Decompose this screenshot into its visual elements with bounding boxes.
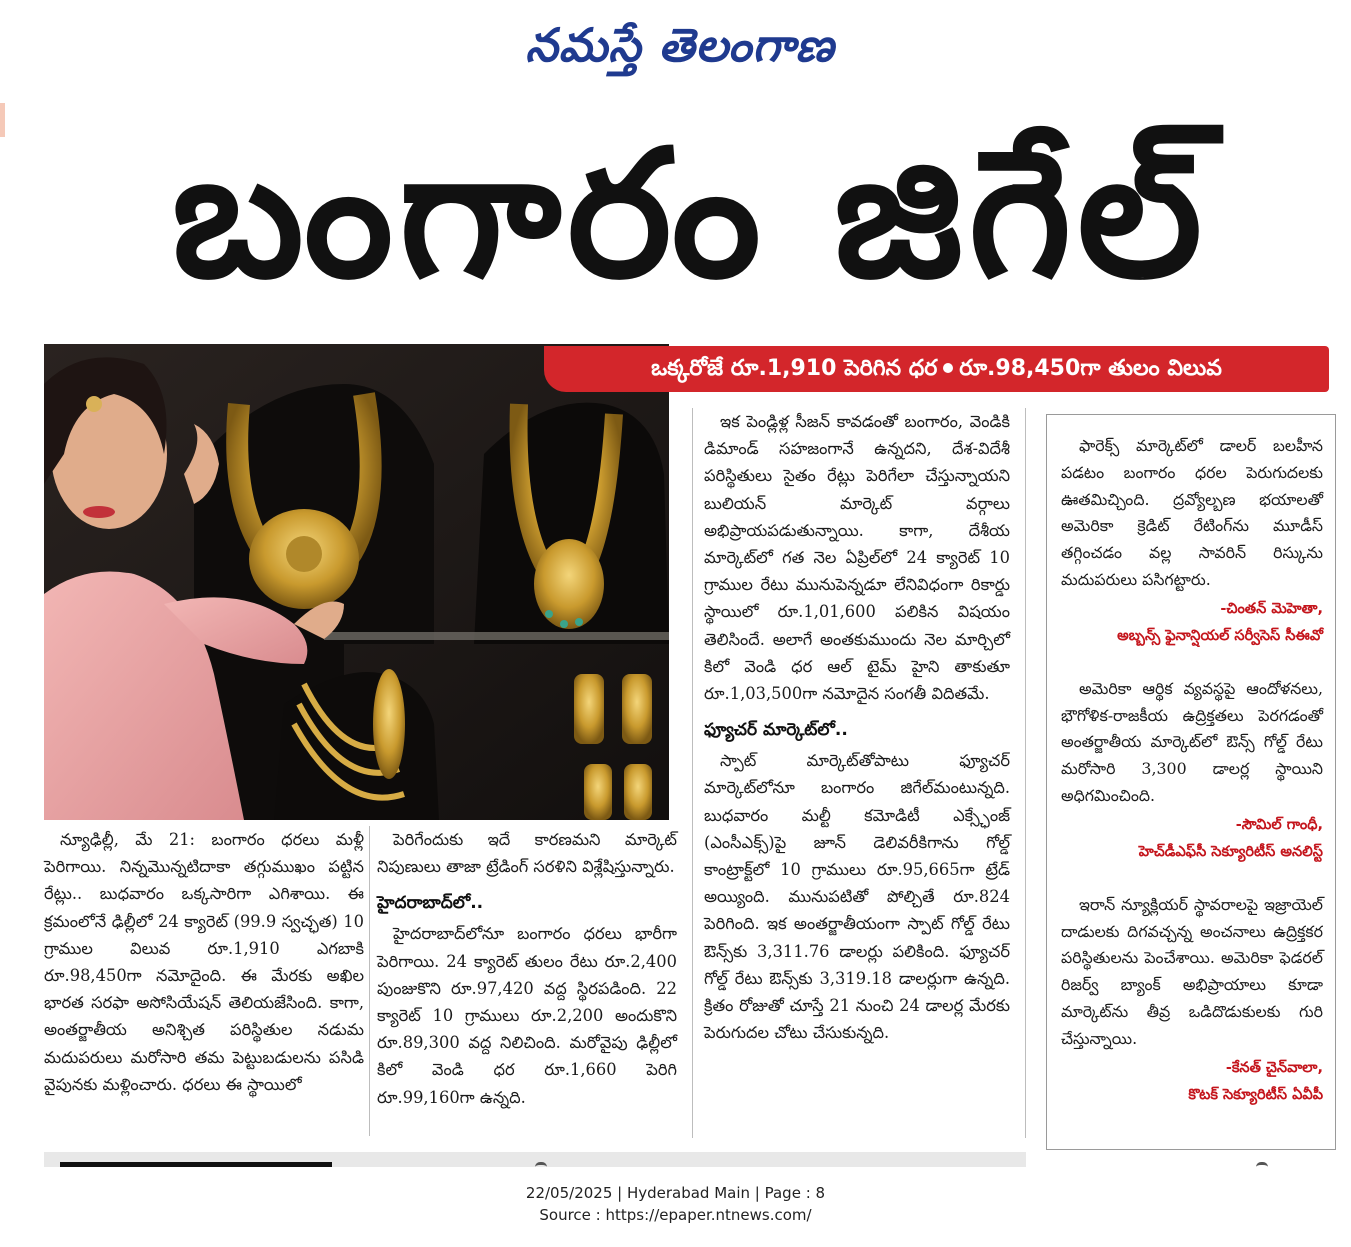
column-divider	[692, 408, 693, 1138]
quote-text: ఇరాన్ న్యూక్లియర్ స్థావరాలపై ఇజ్రాయెల్ దాడులకు దిగవచ్చన్న అంచనాలు ఉద్రిక్తకర పరిస్థితులను పెంచేశాయి. అమెరికా ఫెడరల్ రిజర్వ్ బ్యాంక్ అభిప్రాయాలు కూడా మార్కెట్‌ను తీవ్ర ఒడిదొడుకులకు గురి చేస్తున్నాయి.	[1061, 894, 1323, 1048]
article-column-2	[377, 826, 677, 1111]
epaper-footer	[0, 1182, 1351, 1226]
column-divider	[369, 826, 370, 1136]
quote-author-title: అబ్బన్స్ ఫైనాన్షియల్ సర్వీసెస్ సీఈవో	[1117, 627, 1323, 644]
footer-edition-info: 22/05/2025 | Hyderabad Main | Page : 8	[525, 1184, 826, 1202]
subheadline-part-2: రూ.98,450గా తులం విలువ	[959, 356, 1222, 381]
next-article-mark	[1256, 1162, 1268, 1167]
jewellery-photo-illustration	[44, 344, 669, 820]
quote-author-title: కొటక్ సెక్యూరిటీస్ ఏవీపీ	[1188, 1086, 1323, 1103]
quote-author: -చింతన్ మెహెతా,	[1220, 600, 1323, 617]
paragraph: పెరిగేందుకు ఇదే కారణమని మార్కెట్ నిపుణులు తాజా ట్రేడింగ్ సరళిని విశ్లేషిస్తున్నారు.	[377, 830, 677, 877]
quote-block	[1061, 676, 1323, 866]
paragraph: న్యూఢిల్లీ, మే 21: బంగారం ధరలు మళ్లీ పెరిగాయి. నిన్నమొన్నటిదాకా తగ్గుముఖం పట్టిన రేట్లు.. బుధవారం ఒక్కసారిగా ఎగిశాయి. ఈ క్రమంలోనే ఢిల్లీలో 24 క్యారెట్ (99.9 స్వచ్ఛత) 10 గ్రాముల విలువ రూ.1,910 ఎగబాకి రూ.98,450గా నమోదైంది. ఈ మేరకు అఖిల భారత సరఫా అసోసియేషన్ తెలియజేసింది. కాగా, అంతర్జాతీయ అనిశ్చిత పరిస్థితుల నడుమ మదుపరులు మరోసారి తమ పెట్టుబడులను పసిడి వైపునకు మళ్లించారు. ధరలు ఈ స్థాయిలో	[44, 830, 364, 1094]
quote-author-title: హెచ్‌డీఎఫ్‌సీ సెక్యూరిటీస్ అనలిస్ట్	[1138, 843, 1323, 860]
quote-author: -కేనత్ చైన్‌వాలా,	[1225, 1059, 1323, 1076]
quote-block	[1061, 433, 1323, 650]
footer-source-link[interactable]: Source : https://epaper.ntnews.com/	[539, 1206, 812, 1224]
column-divider	[1025, 408, 1026, 1138]
paragraph: స్పాట్ మార్కెట్‌తోపాటు ఫ్యూచర్ మార్కెట్‌లోనూ బంగారం జిగేల్‌మంటున్నది. బుధవారం మల్టీ కమోడిటీ ఎక్స్ఛేంజ్ (ఎంసీఎక్స్)పై జూన్ డెలివరీకిగాను గోల్డ్ కాంట్రాక్ట్‌లో 10 గ్రాములు రూ.95,665గా ట్రేడ్ అయ్యింది. మునుపటితో పోల్చితే రూ.824 పెరిగింది. ఇక అంతర్జాతీయంగా స్పాట్ గోల్డ్ రేటు ఔన్స్‌కు 3,311.76 డాలర్లు పలికింది. ఫ్యూచర్ గోల్డ్ రేటు ఔన్స్‌కు 3,319.18 డాలర్లుగా ఉన్నది. క్రితం రోజుతో చూస్తే 21 నుంచి 24 డాలర్ల మేరకు పెరుగుదల చోటు చేసుకున్నది.	[704, 751, 1010, 1043]
quote-text: అమెరికా ఆర్థిక వ్యవస్థపై ఆందోళనలు, భౌగోళిక-రాజకీయ ఉద్రిక్తతలు పెరగడంతో అంతర్జాతీయ మార్కెట్‌లో ఔన్స్ గోల్డ్ రేటు మరోసారి 3,300 డాలర్ల స్థాయిని అధిగమించింది.	[1061, 678, 1323, 805]
headline: బంగారం జిగేల్	[171, 112, 1209, 317]
bullet-icon	[943, 363, 953, 373]
edge-mark	[0, 103, 5, 137]
section-heading-futures: ఫ్యూచర్ మార్కెట్‌లో..	[704, 720, 848, 741]
quote-block	[1061, 892, 1323, 1109]
expert-quotes-box	[1046, 414, 1336, 1150]
paragraph: ఇక పెండ్లిళ్ల సీజన్ కావడంతో బంగారం, వెండికి డిమాండ్ సహజంగానే ఉన్నదని, దేశ-విదేశీ పరిస్థితులు సైతం రేట్లు పెరిగేలా చేస్తున్నాయని బులియన్ మార్కెట్ వర్గాలు అభిప్రాయపడుతున్నాయి. కాగా, దేశీయ మార్కెట్‌లో గత నెల ఏప్రిల్‌లో 24 క్యారెట్ 10 గ్రాముల రేటు మునుపెన్నడూ లేనివిధంగా రికార్డు స్థాయిలో రూ.1,01,600 పలికిన విషయం తెలిసిందే. అలాగే అంతకుముందు నెల మార్చిలో కిలో వెండి ధర ఆల్ టైమ్ హైని తాకుతూ రూ.1,03,500గా నమోదైన సంగతీ విదితమే.	[704, 412, 1010, 704]
next-article-rule	[60, 1162, 332, 1167]
quote-author: -సౌమిల్ గాంధీ,	[1235, 816, 1323, 833]
subheadline-part-1: ఒక్కరోజే రూ.1,910 పెరిగిన ధర	[651, 356, 938, 381]
quote-text: ఫారెక్స్ మార్కెట్‌లో డాలర్ బలహీన పడటం బంగారం ధరల పెరుగుదలకు ఊతమిచ్చింది. ద్రవ్యోల్బణ భయాలతో అమెరికా క్రెడిట్ రేటింగ్‌ను మూడీస్ తగ్గించడం వల్ల సావరిన్ రిస్కును మదుపరులు పసిగట్టారు.	[1061, 436, 1323, 589]
jewellery-photo	[44, 344, 669, 820]
section-heading-hyderabad: హైదరాబాద్‌లో..	[377, 893, 484, 914]
masthead-logo: నమస్తే తెలంగాణ	[525, 18, 835, 72]
next-article-mark	[535, 1162, 547, 1167]
subheadline-banner	[544, 346, 1329, 392]
paragraph: హైదరాబాద్‌లోనూ బంగారం ధరలు భారీగా పెరిగాయి. 24 క్యారెట్ తులం రేటు రూ.2,400 పుంజుకొని రూ.97,420 వద్ద స్థిరపడింది. 22 క్యారెట్ 10 గ్రాములు రూ.2,200 అందుకొని రూ.89,300 వద్ద నిలిచింది. మరోవైపు ఢిల్లీలో కిలో వెండి ధర రూ.1,660 పెరిగి రూ.99,160గా ఉన్నది.	[377, 924, 677, 1107]
article-column-3	[704, 408, 1010, 1046]
article-column-1	[44, 826, 364, 1098]
